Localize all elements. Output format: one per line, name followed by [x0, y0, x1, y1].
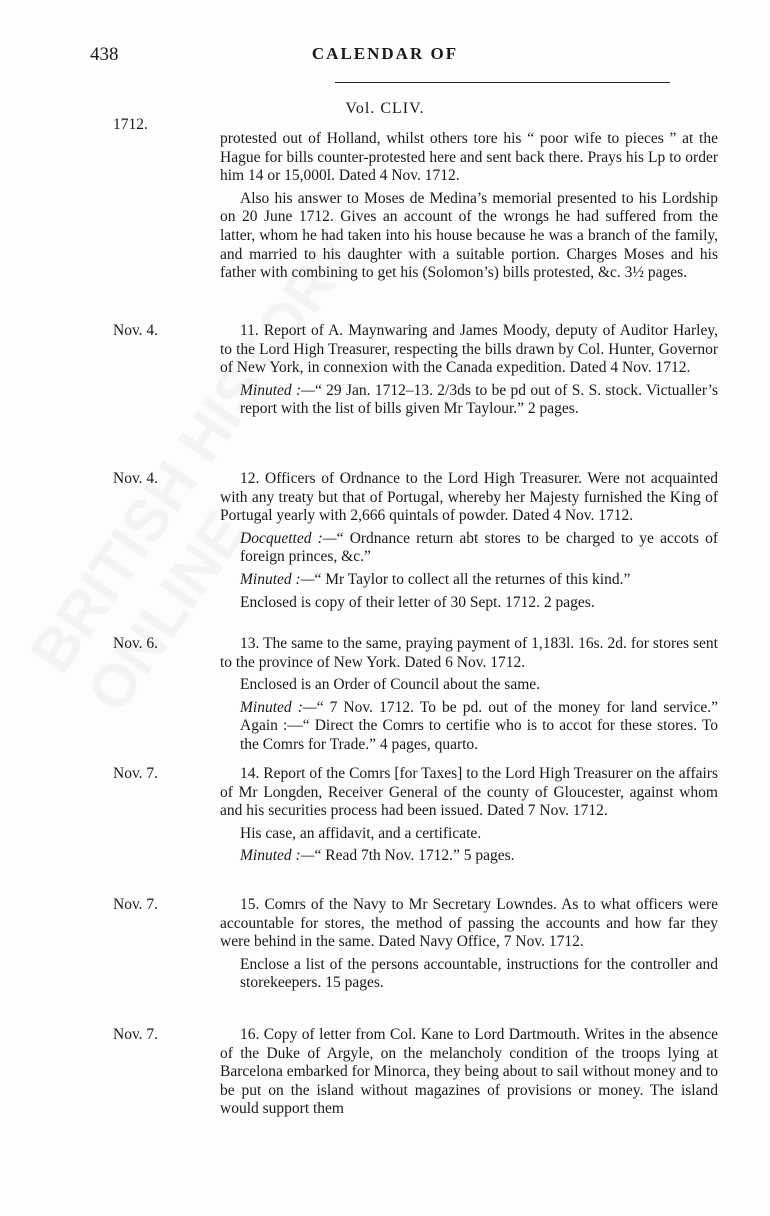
note-label: Minuted :— — [240, 847, 315, 865]
continuation-block — [220, 130, 718, 287]
entry-note — [220, 382, 718, 419]
entry-main-text: 16. Copy of letter from Col. Kane to Lord Dartmouth. Writes in the absence of the Duke of Argyle, on the melancholy condition of the troops lying at Barcelona embarked for Minorca, they being about to sail without money and to be put on the island without magazines of provisions or money. The island would support them — [220, 1026, 719, 1118]
entry-date: Nov. 7. — [113, 1026, 159, 1043]
entry-main-text: 12. Officers of Ordnance to the Lord High Treasurer. Were not acquainted with any treaty but that of Portugal, whereby her Majesty furnished the King of Portugal yearly with 2,666 quintals of powder. Dated 4 Nov. 1712. — [220, 470, 718, 525]
entry-note — [220, 825, 718, 844]
entry-main-text: 11. Report of A. Maynwaring and James Moody, deputy of Auditor Harley, to the Lord High Treasurer, respecting the bills drawn by Col. Hunter, Governor of New York, in connexion with the Canada expedition. Dated 4 Nov. 1712. — [220, 322, 718, 377]
note-text: “ Read 7th Nov. 1712.” 5 pages. — [314, 847, 515, 865]
page-number: 438 — [90, 44, 119, 65]
volume-heading: Vol. CLIV. — [345, 100, 425, 117]
entry-note — [220, 594, 718, 613]
entry-body — [220, 1026, 718, 1123]
continuation-paragraph-1: protested out of Holland, whilst others tore his “ poor wife to pieces ” at the Hague for bills counter-protested here and sent back there. Prays his Lp to order him 14 or 15,000l. Dated 4 Nov. 1712. — [220, 130, 718, 185]
entry-note — [220, 847, 718, 866]
note-label: Docquetted :— — [240, 529, 337, 547]
note-text: “ Ordnance return abt stores to be charged to ye accots of foreign princes, &c.” — [240, 529, 718, 566]
note-text: “ 7 Nov. 1712. To be pd. out of the money for land service.” Again :—“ Direct the Comrs to certifie who is to accot for these stores. To the Comrs for Trade.” 4 pages, quarto. — [240, 698, 718, 753]
entry-date: Nov. 7. — [113, 765, 159, 782]
entry-date: Nov. 4. — [113, 470, 159, 487]
entry-body — [220, 896, 718, 997]
page-header — [0, 44, 770, 74]
note-text: Enclosed is an Order of Council about the same. — [240, 676, 541, 694]
entry-note — [220, 699, 718, 755]
entry-date: Nov. 7. — [113, 896, 159, 913]
entry-note — [220, 530, 718, 567]
note-label: Minuted :— — [240, 381, 315, 399]
note-text: Enclose a list of the persons accountable, instructions for the controller and storekeepers. 15 pages. — [240, 955, 718, 992]
entry-main-text: 14. Report of the Comrs [for Taxes] to the Lord High Treasurer on the affairs of Mr Longden, Receiver General of the county of Gloucester, against whom and his securities process had been issued. Dated 7 Nov. 1712. — [220, 765, 718, 820]
continuation-paragraph-2: Also his answer to Moses de Medina’s memorial presented to his Lordship on 20 June 1712. Gives an account of the wrongs he had suffered from the latter, whom he had taken into his house because he was a branch of the family, and married to his daughter with a suitable portion. Charges Moses and his father with combining to get his (Solomon’s) bills protested, &c. 3½ pages. — [220, 189, 718, 282]
running-title: CALENDAR OF — [311, 44, 459, 63]
entry-body — [220, 322, 718, 423]
year-margin: 1712. — [113, 116, 148, 133]
entry-body — [220, 635, 718, 759]
entry-date: Nov. 6. — [113, 635, 159, 652]
note-text: Enclosed is copy of their letter of 30 Sept. 1712. 2 pages. — [240, 593, 595, 611]
note-text: “ 29 Jan. 1712–13. 2/3ds to be pd out of S. S. stock. Victualler’s report with the list of bills given Mr Taylour.” 2 pages. — [240, 381, 718, 418]
entry-main-text: 15. Comrs of the Navy to Mr Secretary Lowndes. As to what officers were accountable for stores, the method of passing the accounts and how far they were behind in the same. Dated Navy Office, 7 Nov. 1712. — [220, 896, 718, 951]
note-label: Minuted :— — [240, 570, 315, 588]
note-label: Minuted :— — [240, 698, 317, 716]
entry-body — [220, 765, 718, 870]
entry-body — [220, 470, 718, 616]
entry-date: Nov. 4. — [113, 322, 159, 339]
header-rule — [335, 82, 670, 83]
note-text: His case, an affidavit, and a certificate. — [240, 824, 482, 842]
entry-note — [220, 571, 718, 590]
entry-note — [220, 676, 718, 695]
note-text: “ Mr Taylor to collect all the returnes of this kind.” — [314, 570, 631, 588]
entry-main-text: 13. The same to the same, praying payment of 1,183l. 16s. 2d. for stores sent to the province of New York. Dated 6 Nov. 1712. — [220, 635, 718, 671]
entry-note — [220, 956, 718, 993]
